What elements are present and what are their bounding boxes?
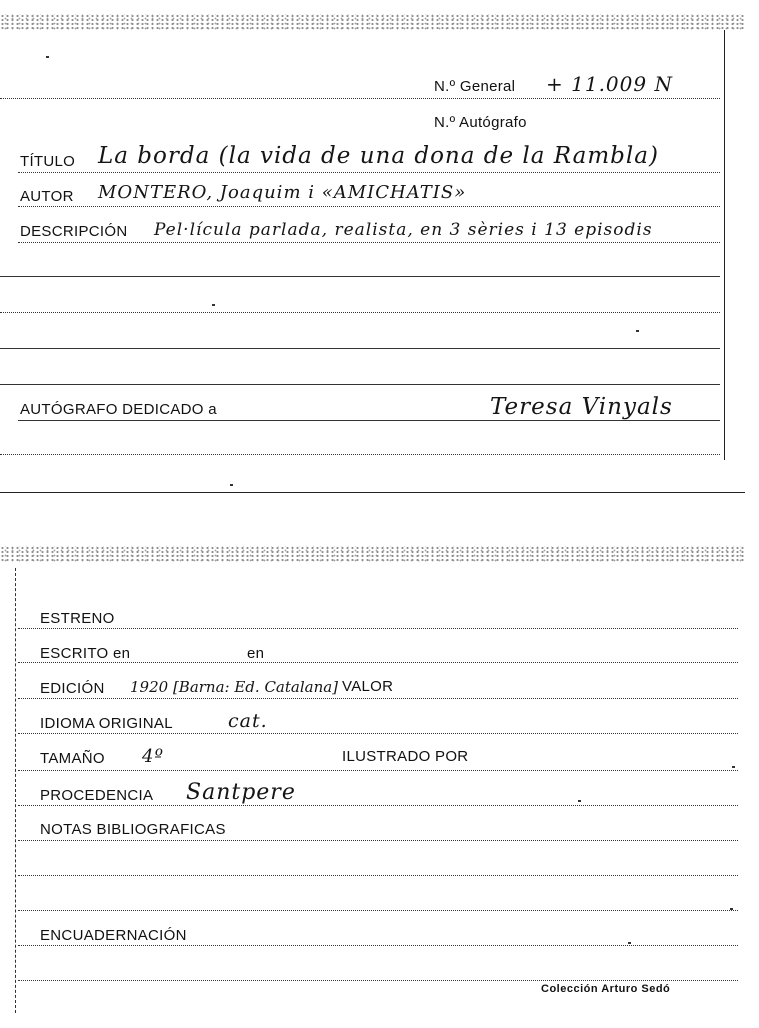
size-label: TAMAÑO <box>40 750 105 767</box>
rule-blank-2 <box>0 312 720 313</box>
edition-value: 1920 [Barna: Ed. Catalana] <box>130 678 339 696</box>
language-label: IDIOMA ORIGINAL <box>40 715 173 732</box>
ink-speck <box>578 800 581 802</box>
autograph-number-label: N.º Autógrafo <box>434 114 527 131</box>
dedicated-value: Teresa Vinyals <box>490 394 673 420</box>
rule-language <box>18 733 738 734</box>
general-number-value: + 11.009 N <box>546 72 673 96</box>
general-number-label: N.º General <box>434 78 516 95</box>
value-label: VALOR <box>342 678 394 695</box>
notes-label: NOTAS BIBLIOGRAFICAS <box>40 821 226 838</box>
illustrated-label: ILUSTRADO POR <box>342 748 469 765</box>
rule-author <box>18 206 720 207</box>
card-right-border <box>724 30 725 460</box>
collection-stamp: Colección Arturo Sedó <box>541 983 671 995</box>
rule-notes-2 <box>18 875 738 876</box>
ink-speck <box>212 304 215 306</box>
ink-speck <box>636 330 639 332</box>
written-label: ESCRITO en <box>40 645 131 662</box>
author-label: AUTOR <box>20 188 74 205</box>
ink-speck <box>230 484 233 486</box>
size-value: 4º <box>142 746 164 767</box>
torn-edge-top <box>0 14 745 30</box>
edition-label: EDICIÓN <box>40 680 105 697</box>
rule-blank-1 <box>0 276 720 277</box>
rule-blank-5 <box>0 454 720 455</box>
ink-speck <box>730 908 733 910</box>
provenance-label: PROCEDENCIA <box>40 787 154 804</box>
rule-blank-3 <box>0 348 720 349</box>
provenance-value: Santpere <box>186 780 296 805</box>
ink-speck <box>628 942 631 944</box>
torn-edge-bottom-card <box>0 546 745 562</box>
rule-title <box>18 172 720 173</box>
ink-speck <box>732 766 735 768</box>
language-value: cat. <box>228 710 268 732</box>
rule-provenance <box>18 805 738 806</box>
premiere-label: ESTRENO <box>40 610 115 627</box>
rule-notes <box>18 840 738 841</box>
rule-premiere <box>18 628 738 629</box>
author-value: MONTERO, Joaquim i «AMICHATIS» <box>98 182 467 203</box>
catalog-card-bottom <box>0 540 759 1028</box>
card-left-border <box>15 568 16 1013</box>
card-separator <box>0 492 745 493</box>
catalog-card-top <box>0 0 759 500</box>
description-label: DESCRIPCIÓN <box>20 223 128 240</box>
binding-label: ENCUADERNACIÓN <box>40 927 187 944</box>
description-value: Pel·lícula parlada, realista, en 3 sèries i 13 episodis <box>154 220 653 240</box>
written-en-label: en <box>247 645 265 662</box>
rule-size <box>18 770 738 771</box>
title-value: La borda (la vida de una dona de la Rambla) <box>98 143 659 169</box>
rule-notes-3 <box>18 910 738 911</box>
rule-edition <box>18 698 738 699</box>
rule-written <box>18 662 738 663</box>
rule-blank-4 <box>0 384 720 385</box>
rule-dedicated <box>18 420 720 421</box>
rule-binding-2 <box>18 980 738 981</box>
rule-description <box>18 242 720 243</box>
rule-binding <box>18 945 738 946</box>
dedicated-label: AUTÓGRAFO DEDICADO a <box>20 401 217 418</box>
ink-speck <box>46 56 49 58</box>
rule-general <box>0 98 720 99</box>
title-label: TÍTULO <box>20 153 76 170</box>
